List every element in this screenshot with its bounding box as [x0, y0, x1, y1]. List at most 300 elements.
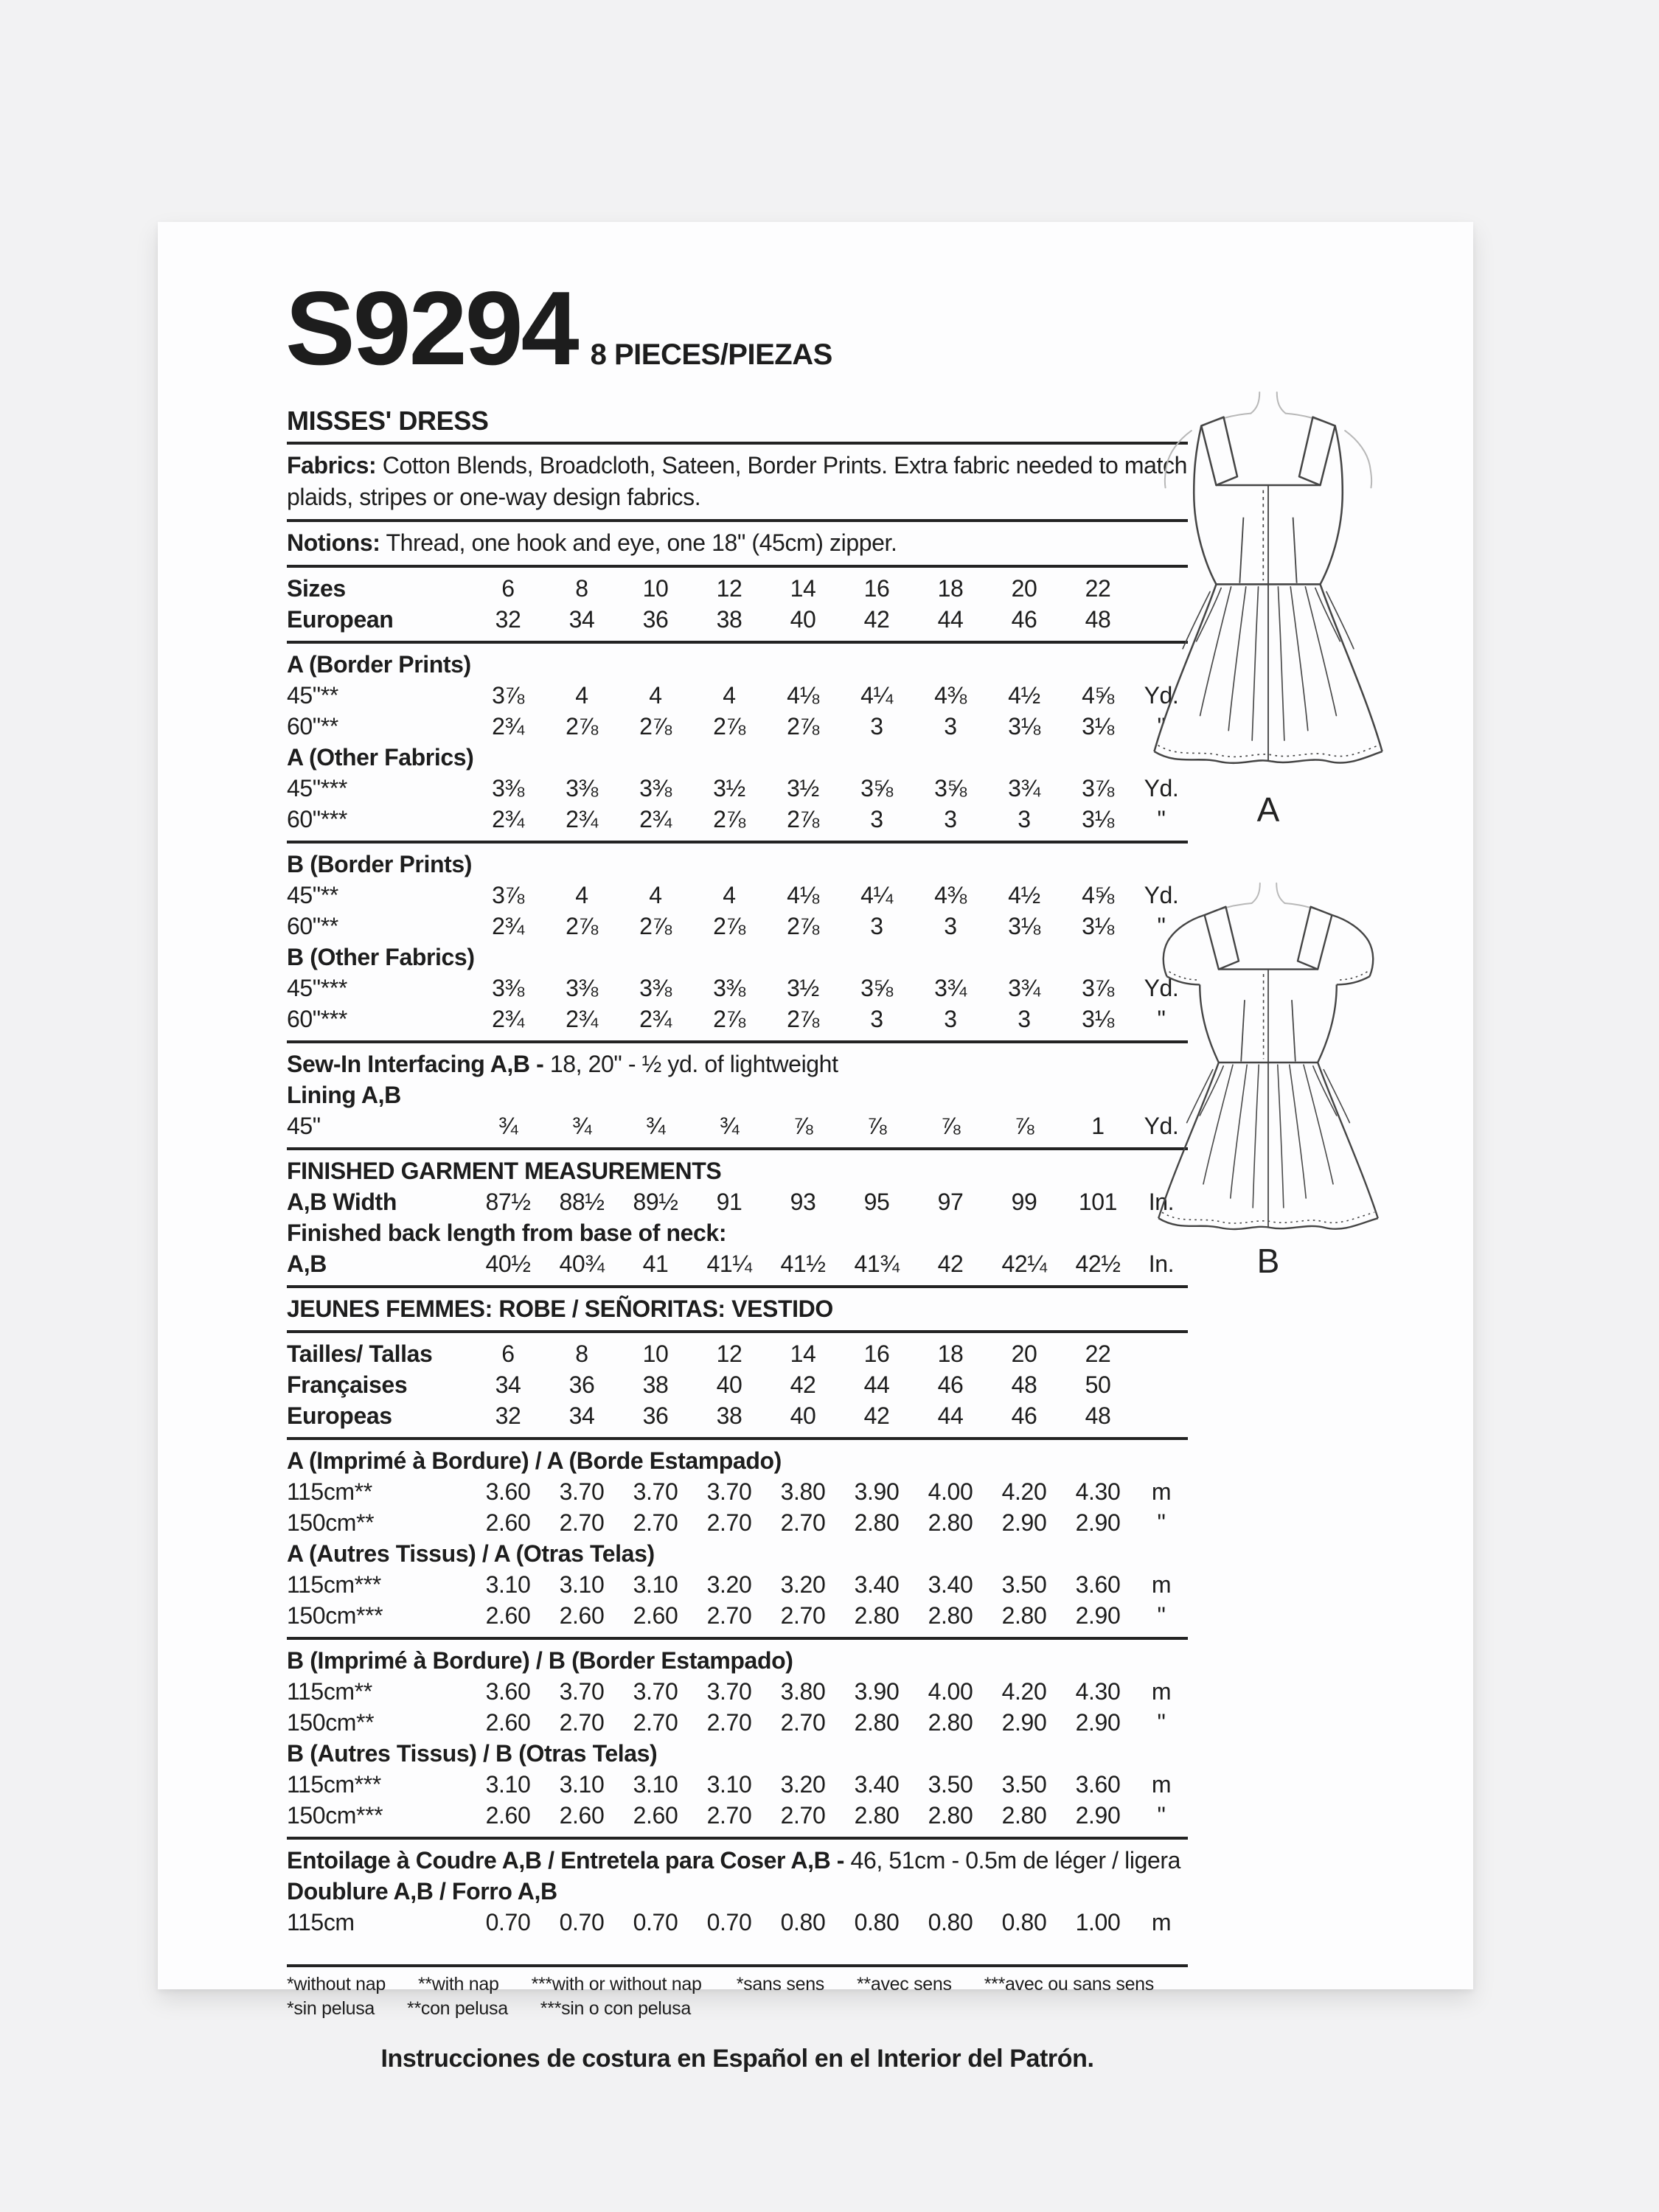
footnotes-line-2 — [287, 1997, 1188, 2021]
value-cell: 3.70 — [559, 1478, 605, 1505]
value-cell: 41¾ — [854, 1251, 900, 1277]
table-row — [287, 1569, 1188, 1600]
value-cell: ⅞ — [940, 1113, 961, 1139]
value-cell: 20 — [1011, 575, 1037, 602]
value-cell: 3 — [870, 713, 883, 740]
footnotes-english — [287, 1972, 702, 1997]
unit-cell: m — [1151, 1678, 1172, 1705]
value-cell: 4⅝ — [1082, 882, 1114, 908]
value-cell: 2.70 — [559, 1709, 605, 1736]
row-label: 45" — [287, 1113, 321, 1139]
section-header: A (Border Prints) — [287, 651, 471, 678]
value-cell: 16 — [863, 1340, 890, 1367]
value-cell: 20 — [1011, 1340, 1037, 1367]
table-row — [287, 1004, 1188, 1034]
value-cell: 89½ — [633, 1189, 678, 1215]
value-cell: 46 — [1011, 606, 1037, 633]
row-label: 115cm — [287, 1909, 355, 1935]
unit-cell: " — [1157, 913, 1166, 939]
row-label: 150cm*** — [287, 1602, 383, 1629]
value-cell: 2.90 — [1001, 1709, 1047, 1736]
value-cell: 3¾ — [1008, 975, 1040, 1001]
value-cell: 2.70 — [780, 1709, 826, 1736]
value-cell: 3.10 — [706, 1771, 752, 1798]
table-row — [287, 1400, 1188, 1431]
note-row — [287, 1048, 1188, 1079]
table-row — [287, 1676, 1188, 1707]
value-cell: 38 — [642, 1371, 669, 1398]
value-cell: 2.90 — [1075, 1602, 1121, 1629]
value-cell: 2⅞ — [787, 1006, 819, 1032]
value-cell: 42 — [863, 1402, 890, 1429]
value-cell: 4 — [649, 882, 662, 908]
value-cell: ⅞ — [866, 1113, 887, 1139]
value-cell: 41½ — [780, 1251, 826, 1277]
value-cell: 3.90 — [854, 1478, 900, 1505]
value-cell: 40 — [716, 1371, 742, 1398]
value-cell: 44 — [937, 1402, 964, 1429]
value-cell: 4¼ — [860, 882, 893, 908]
value-cell: 3.50 — [928, 1771, 973, 1798]
value-cell: 18 — [937, 1340, 964, 1367]
value-cell: 3⅜ — [639, 975, 672, 1001]
value-cell: 2.70 — [559, 1509, 605, 1536]
dress-a-illustration — [1144, 389, 1392, 782]
value-cell: 2⅞ — [639, 913, 672, 939]
value-cell: 2¾ — [492, 1006, 524, 1032]
value-cell: 2.70 — [633, 1509, 678, 1536]
value-cell: 2⅞ — [713, 1006, 745, 1032]
value-cell: 10 — [642, 1340, 669, 1367]
row-label: 60"*** — [287, 806, 347, 832]
value-cell: 2⅞ — [713, 806, 745, 832]
value-cell: 4½ — [1008, 682, 1040, 709]
value-cell: 42 — [863, 606, 890, 633]
value-cell: 14 — [790, 575, 816, 602]
footnotes-french — [737, 1972, 1188, 1997]
value-cell: 8 — [575, 575, 588, 602]
value-cell: 22 — [1085, 575, 1111, 602]
footnotes-line-1 — [287, 1972, 1188, 1997]
value-cell: 40 — [790, 606, 816, 633]
divider — [287, 442, 1188, 445]
value-cell: 2.80 — [928, 1602, 973, 1629]
value-cell: 3.20 — [706, 1571, 752, 1598]
value-cell: 3.80 — [780, 1478, 826, 1505]
value-cell: 34 — [568, 606, 595, 633]
value-cell: 0.80 — [780, 1909, 826, 1935]
value-cell: 0.70 — [706, 1909, 752, 1935]
figure-hint-lines — [1165, 392, 1371, 487]
dress-view-a — [1144, 389, 1392, 830]
value-cell: 36 — [642, 1402, 669, 1429]
value-cell: ¾ — [645, 1113, 666, 1139]
section-header: B (Autres Tissus) / B (Otras Telas) — [287, 1740, 658, 1767]
value-cell: 4 — [575, 882, 588, 908]
value-cell: 4 — [649, 682, 662, 709]
value-cell: 44 — [937, 606, 964, 633]
value-cell: 3⅛ — [1082, 713, 1114, 740]
note-label: Entoilage à Coudre A,B / Entretela para Coser A,B - — [287, 1847, 851, 1874]
value-cell: 4.20 — [1001, 1678, 1047, 1705]
value-cell: 3.50 — [1001, 1571, 1047, 1598]
value-cell: 3⅝ — [860, 775, 893, 801]
value-cell: 3 — [870, 1006, 883, 1032]
dress-outline — [1154, 417, 1382, 763]
value-cell: 2.60 — [559, 1802, 605, 1829]
notions-label: Notions: — [287, 529, 380, 556]
row-label: 115cm** — [287, 1478, 372, 1505]
unit-cell: " — [1157, 713, 1166, 740]
masthead — [285, 270, 832, 387]
footnotes-spanish — [287, 1997, 691, 2021]
value-cell: 12 — [716, 575, 742, 602]
footnote: **avec sens — [857, 1974, 952, 1994]
unit-cell: In. — [1148, 1251, 1175, 1277]
note-text: 46, 51cm - 0.5m de léger / ligera — [850, 1847, 1181, 1874]
value-cell: 0.80 — [1001, 1909, 1047, 1935]
value-cell: 46 — [937, 1371, 964, 1398]
value-cell: 6 — [501, 1340, 515, 1367]
table-row — [287, 911, 1188, 942]
value-cell: 2.60 — [485, 1602, 531, 1629]
value-cell: 4¼ — [860, 682, 893, 709]
value-cell: 1.00 — [1075, 1909, 1121, 1935]
divider — [287, 1637, 1188, 1640]
value-cell: 14 — [790, 1340, 816, 1367]
fabrics-text: Cotton Blends, Broadcloth, Sateen, Border Prints. Extra fabric needed to match plaids, stripes or one-way design fabrics. — [287, 452, 1187, 510]
value-cell: 3⅛ — [1082, 806, 1114, 832]
dress-view-b — [1144, 880, 1392, 1281]
note-label: Sew-In Interfacing A,B - — [287, 1051, 550, 1077]
value-cell: 8 — [575, 1340, 588, 1367]
value-cell: 99 — [1011, 1189, 1037, 1215]
table-row — [287, 604, 1188, 635]
unit-cell: " — [1157, 1602, 1166, 1629]
value-cell: 3 — [1018, 1006, 1031, 1032]
value-cell: 3⅛ — [1008, 713, 1040, 740]
fabrics-label: Fabrics: — [287, 452, 377, 479]
dress-b-illustration — [1144, 880, 1392, 1234]
value-cell: 3⅛ — [1008, 913, 1040, 939]
unit-cell: m — [1151, 1571, 1172, 1598]
value-cell: 41 — [642, 1251, 669, 1277]
table-row — [287, 804, 1188, 835]
value-cell: 2¾ — [639, 806, 672, 832]
value-cell: ⅞ — [1014, 1113, 1034, 1139]
row-label: 45"** — [287, 882, 338, 908]
value-cell: 22 — [1085, 1340, 1111, 1367]
value-cell: 3⅝ — [934, 775, 967, 801]
row-label: A,B — [287, 1251, 327, 1277]
value-cell: 2.80 — [1001, 1602, 1047, 1629]
row-label: 115cm** — [287, 1678, 372, 1705]
value-cell: 4½ — [1008, 882, 1040, 908]
row-label: 150cm*** — [287, 1802, 383, 1829]
value-cell: 3½ — [787, 975, 819, 1001]
value-cell: 3 — [944, 1006, 957, 1032]
value-cell: 4 — [723, 882, 736, 908]
value-cell: 2.80 — [928, 1802, 973, 1829]
value-cell: ⅞ — [793, 1113, 813, 1139]
value-cell: 2.80 — [854, 1602, 900, 1629]
table-row — [287, 1800, 1188, 1831]
row-label: European — [287, 606, 394, 633]
value-cell: 3.70 — [706, 1478, 752, 1505]
value-cell: 3 — [944, 713, 957, 740]
section-header: A (Autres Tissus) / A (Otras Telas) — [287, 1540, 655, 1567]
row-label: Europeas — [287, 1402, 392, 1429]
footnote: ***sin o con pelusa — [540, 1998, 691, 2019]
table-row — [287, 1707, 1188, 1738]
value-cell: 40¾ — [559, 1251, 605, 1277]
value-cell: 4⅛ — [787, 682, 819, 709]
row-label: A,B Width — [287, 1189, 397, 1215]
value-cell: 2¾ — [566, 806, 598, 832]
notions-paragraph — [287, 527, 1188, 559]
value-cell: 2⅞ — [787, 713, 819, 740]
value-cell: 91 — [716, 1189, 742, 1215]
divider — [287, 641, 1188, 644]
value-cell: 48 — [1011, 1371, 1037, 1398]
value-cell: 2.80 — [854, 1802, 900, 1829]
value-cell: 10 — [642, 575, 669, 602]
value-cell: 4.00 — [928, 1678, 973, 1705]
value-cell: 3.10 — [633, 1771, 678, 1798]
value-cell: 2.90 — [1001, 1509, 1047, 1536]
row-label: 150cm** — [287, 1509, 375, 1536]
row-label: 115cm*** — [287, 1771, 381, 1798]
table-row — [287, 973, 1188, 1004]
value-cell: 2.80 — [1001, 1802, 1047, 1829]
value-cell: 2⅞ — [713, 913, 745, 939]
value-cell: 3¾ — [934, 975, 967, 1001]
table-row — [287, 1110, 1188, 1141]
divider — [287, 1964, 1188, 1967]
section-header: A (Imprimé à Bordure) / A (Borde Estampado) — [287, 1447, 782, 1474]
divider — [287, 1437, 1188, 1440]
value-cell: 3.10 — [485, 1771, 531, 1798]
value-cell: 2⅞ — [787, 913, 819, 939]
value-cell: 101 — [1078, 1189, 1118, 1215]
value-cell: 3.60 — [1075, 1771, 1121, 1798]
value-cell: 6 — [501, 575, 515, 602]
row-label: 60"** — [287, 913, 338, 939]
value-cell: 0.80 — [928, 1909, 973, 1935]
unit-cell: Yd. — [1144, 882, 1179, 908]
value-cell: 4⅝ — [1082, 682, 1114, 709]
value-cell: 3⅝ — [860, 975, 893, 1001]
unit-cell: Yd. — [1144, 775, 1179, 801]
value-cell: 2.70 — [706, 1802, 752, 1829]
table-row — [287, 773, 1188, 804]
divider — [287, 1330, 1188, 1333]
value-cell: 4⅛ — [787, 882, 819, 908]
value-cell: 3¾ — [1008, 775, 1040, 801]
value-cell: 2⅞ — [787, 806, 819, 832]
value-cell: 3.10 — [559, 1771, 605, 1798]
unit-cell: " — [1157, 806, 1166, 832]
value-cell: 1 — [1091, 1113, 1105, 1139]
unit-cell: m — [1151, 1909, 1172, 1935]
value-cell: 3.20 — [780, 1571, 826, 1598]
table-row — [287, 711, 1188, 742]
figure-hint-lines — [1206, 883, 1331, 915]
value-cell: 4.30 — [1075, 1678, 1121, 1705]
value-cell: 0.80 — [854, 1909, 900, 1935]
unit-cell: " — [1157, 1802, 1166, 1829]
row-label: 45"** — [287, 682, 338, 709]
value-cell: 2.70 — [706, 1709, 752, 1736]
value-cell: 46 — [1011, 1402, 1037, 1429]
value-cell: 18 — [937, 575, 964, 602]
row-label: 150cm** — [287, 1709, 375, 1736]
row-label: Sizes — [287, 575, 346, 602]
unit-cell: m — [1151, 1478, 1172, 1505]
value-cell: 3.40 — [854, 1571, 900, 1598]
value-cell: 3⅞ — [1082, 775, 1114, 801]
value-cell: 3.50 — [1001, 1771, 1047, 1798]
value-cell: 2.60 — [633, 1602, 678, 1629]
value-cell: 3⅜ — [639, 775, 672, 801]
section-header: Doublure A,B / Forro A,B — [287, 1878, 557, 1905]
footnote: **con pelusa — [407, 1998, 508, 2019]
yardage-table — [287, 573, 1188, 1967]
section-header: JEUNES FEMMES: ROBE / SEÑORITAS: VESTIDO — [287, 1295, 833, 1322]
section-header: FINISHED GARMENT MEASUREMENTS — [287, 1158, 722, 1184]
view-a-label: A — [1256, 790, 1280, 830]
table-row — [287, 1248, 1188, 1279]
value-cell: 2.60 — [633, 1802, 678, 1829]
value-cell: 12 — [716, 1340, 742, 1367]
value-cell: 2¾ — [492, 913, 524, 939]
footnote: *sans sens — [736, 1974, 824, 1994]
row-label: 45"*** — [287, 775, 347, 801]
footnote: *sin pelusa — [287, 1998, 375, 2019]
value-cell: 34 — [568, 1402, 595, 1429]
value-cell: 2.90 — [1075, 1709, 1121, 1736]
unit-cell: m — [1151, 1771, 1172, 1798]
value-cell: 3½ — [713, 775, 745, 801]
value-cell: 3 — [944, 913, 957, 939]
value-cell: 87½ — [485, 1189, 531, 1215]
value-cell: 3 — [870, 913, 883, 939]
note-row — [287, 1845, 1188, 1876]
fabrics-paragraph — [287, 450, 1188, 513]
yardage-block — [287, 406, 1188, 2074]
pattern-envelope-card — [158, 222, 1473, 2073]
value-cell: 3.60 — [1075, 1571, 1121, 1598]
value-cell: ¾ — [498, 1113, 518, 1139]
row-label: 60"*** — [287, 1006, 347, 1032]
value-cell: 2.60 — [485, 1709, 531, 1736]
table-row — [287, 1338, 1188, 1369]
value-cell: 48 — [1085, 606, 1111, 633]
value-cell: 3.80 — [780, 1678, 826, 1705]
value-cell: 48 — [1085, 1402, 1111, 1429]
divider — [287, 1147, 1188, 1150]
value-cell: 42 — [937, 1251, 964, 1277]
value-cell: 3.10 — [485, 1571, 531, 1598]
value-cell: 3⅞ — [492, 682, 524, 709]
value-cell: 2¾ — [492, 713, 524, 740]
divider — [287, 565, 1188, 568]
value-cell: ¾ — [571, 1113, 592, 1139]
value-cell: 4.00 — [928, 1478, 973, 1505]
value-cell: 2.80 — [854, 1509, 900, 1536]
table-row — [287, 680, 1188, 711]
value-cell: 3⅛ — [1082, 1006, 1114, 1032]
value-cell: 16 — [863, 575, 890, 602]
value-cell: 2¾ — [492, 806, 524, 832]
value-cell: 3.70 — [633, 1478, 678, 1505]
row-label: Françaises — [287, 1371, 408, 1398]
value-cell: 97 — [937, 1189, 964, 1215]
value-cell: 2.60 — [559, 1602, 605, 1629]
page-title: MISSES' DRESS — [287, 406, 489, 436]
note-text: 18, 20" - ½ yd. of lightweight — [549, 1051, 838, 1077]
value-cell: 4⅜ — [934, 882, 967, 908]
table-row — [287, 1476, 1188, 1507]
table-row — [287, 1907, 1188, 1938]
table-row — [287, 880, 1188, 911]
dress-outline — [1158, 907, 1378, 1229]
row-label: Tailles/ Tallas — [287, 1340, 433, 1367]
value-cell: 32 — [495, 606, 521, 633]
section-header: Lining A,B — [287, 1082, 401, 1108]
value-cell: 2.70 — [780, 1802, 826, 1829]
value-cell: 4.30 — [1075, 1478, 1121, 1505]
value-cell: 3.70 — [633, 1678, 678, 1705]
value-cell: 4 — [575, 682, 588, 709]
value-cell: 40 — [790, 1402, 816, 1429]
value-cell: 3.90 — [854, 1678, 900, 1705]
divider — [287, 841, 1188, 844]
value-cell: 42¼ — [1001, 1251, 1047, 1277]
pieces-count: 8 PIECES/PIEZAS — [590, 338, 832, 371]
value-cell: 3⅞ — [492, 882, 524, 908]
value-cell: 3⅜ — [566, 775, 598, 801]
value-cell: ¾ — [719, 1113, 740, 1139]
value-cell: 36 — [568, 1371, 595, 1398]
value-cell: 2.80 — [928, 1509, 973, 1536]
table-row — [287, 1600, 1188, 1631]
footnote: ***with or without nap — [531, 1974, 702, 1994]
value-cell: 41¼ — [706, 1251, 752, 1277]
value-cell: 2.70 — [633, 1709, 678, 1736]
value-cell: 2⅞ — [713, 713, 745, 740]
value-cell: 0.70 — [485, 1909, 531, 1935]
value-cell: 2⅞ — [566, 913, 598, 939]
divider — [287, 1837, 1188, 1840]
divider — [287, 519, 1188, 522]
value-cell: 3⅜ — [492, 975, 524, 1001]
value-cell: 36 — [642, 606, 669, 633]
value-cell: 3.20 — [780, 1771, 826, 1798]
value-cell: 3 — [1018, 806, 1031, 832]
unit-cell: " — [1157, 1509, 1166, 1536]
value-cell: 3½ — [787, 775, 819, 801]
value-cell: 42 — [790, 1371, 816, 1398]
value-cell: 2¾ — [566, 1006, 598, 1032]
value-cell: 3⅜ — [713, 975, 745, 1001]
value-cell: 38 — [716, 606, 742, 633]
unit-cell: " — [1157, 1006, 1166, 1032]
table-row — [287, 1369, 1188, 1400]
value-cell: 88½ — [559, 1189, 605, 1215]
value-cell: 3.10 — [633, 1571, 678, 1598]
value-cell: 38 — [716, 1402, 742, 1429]
